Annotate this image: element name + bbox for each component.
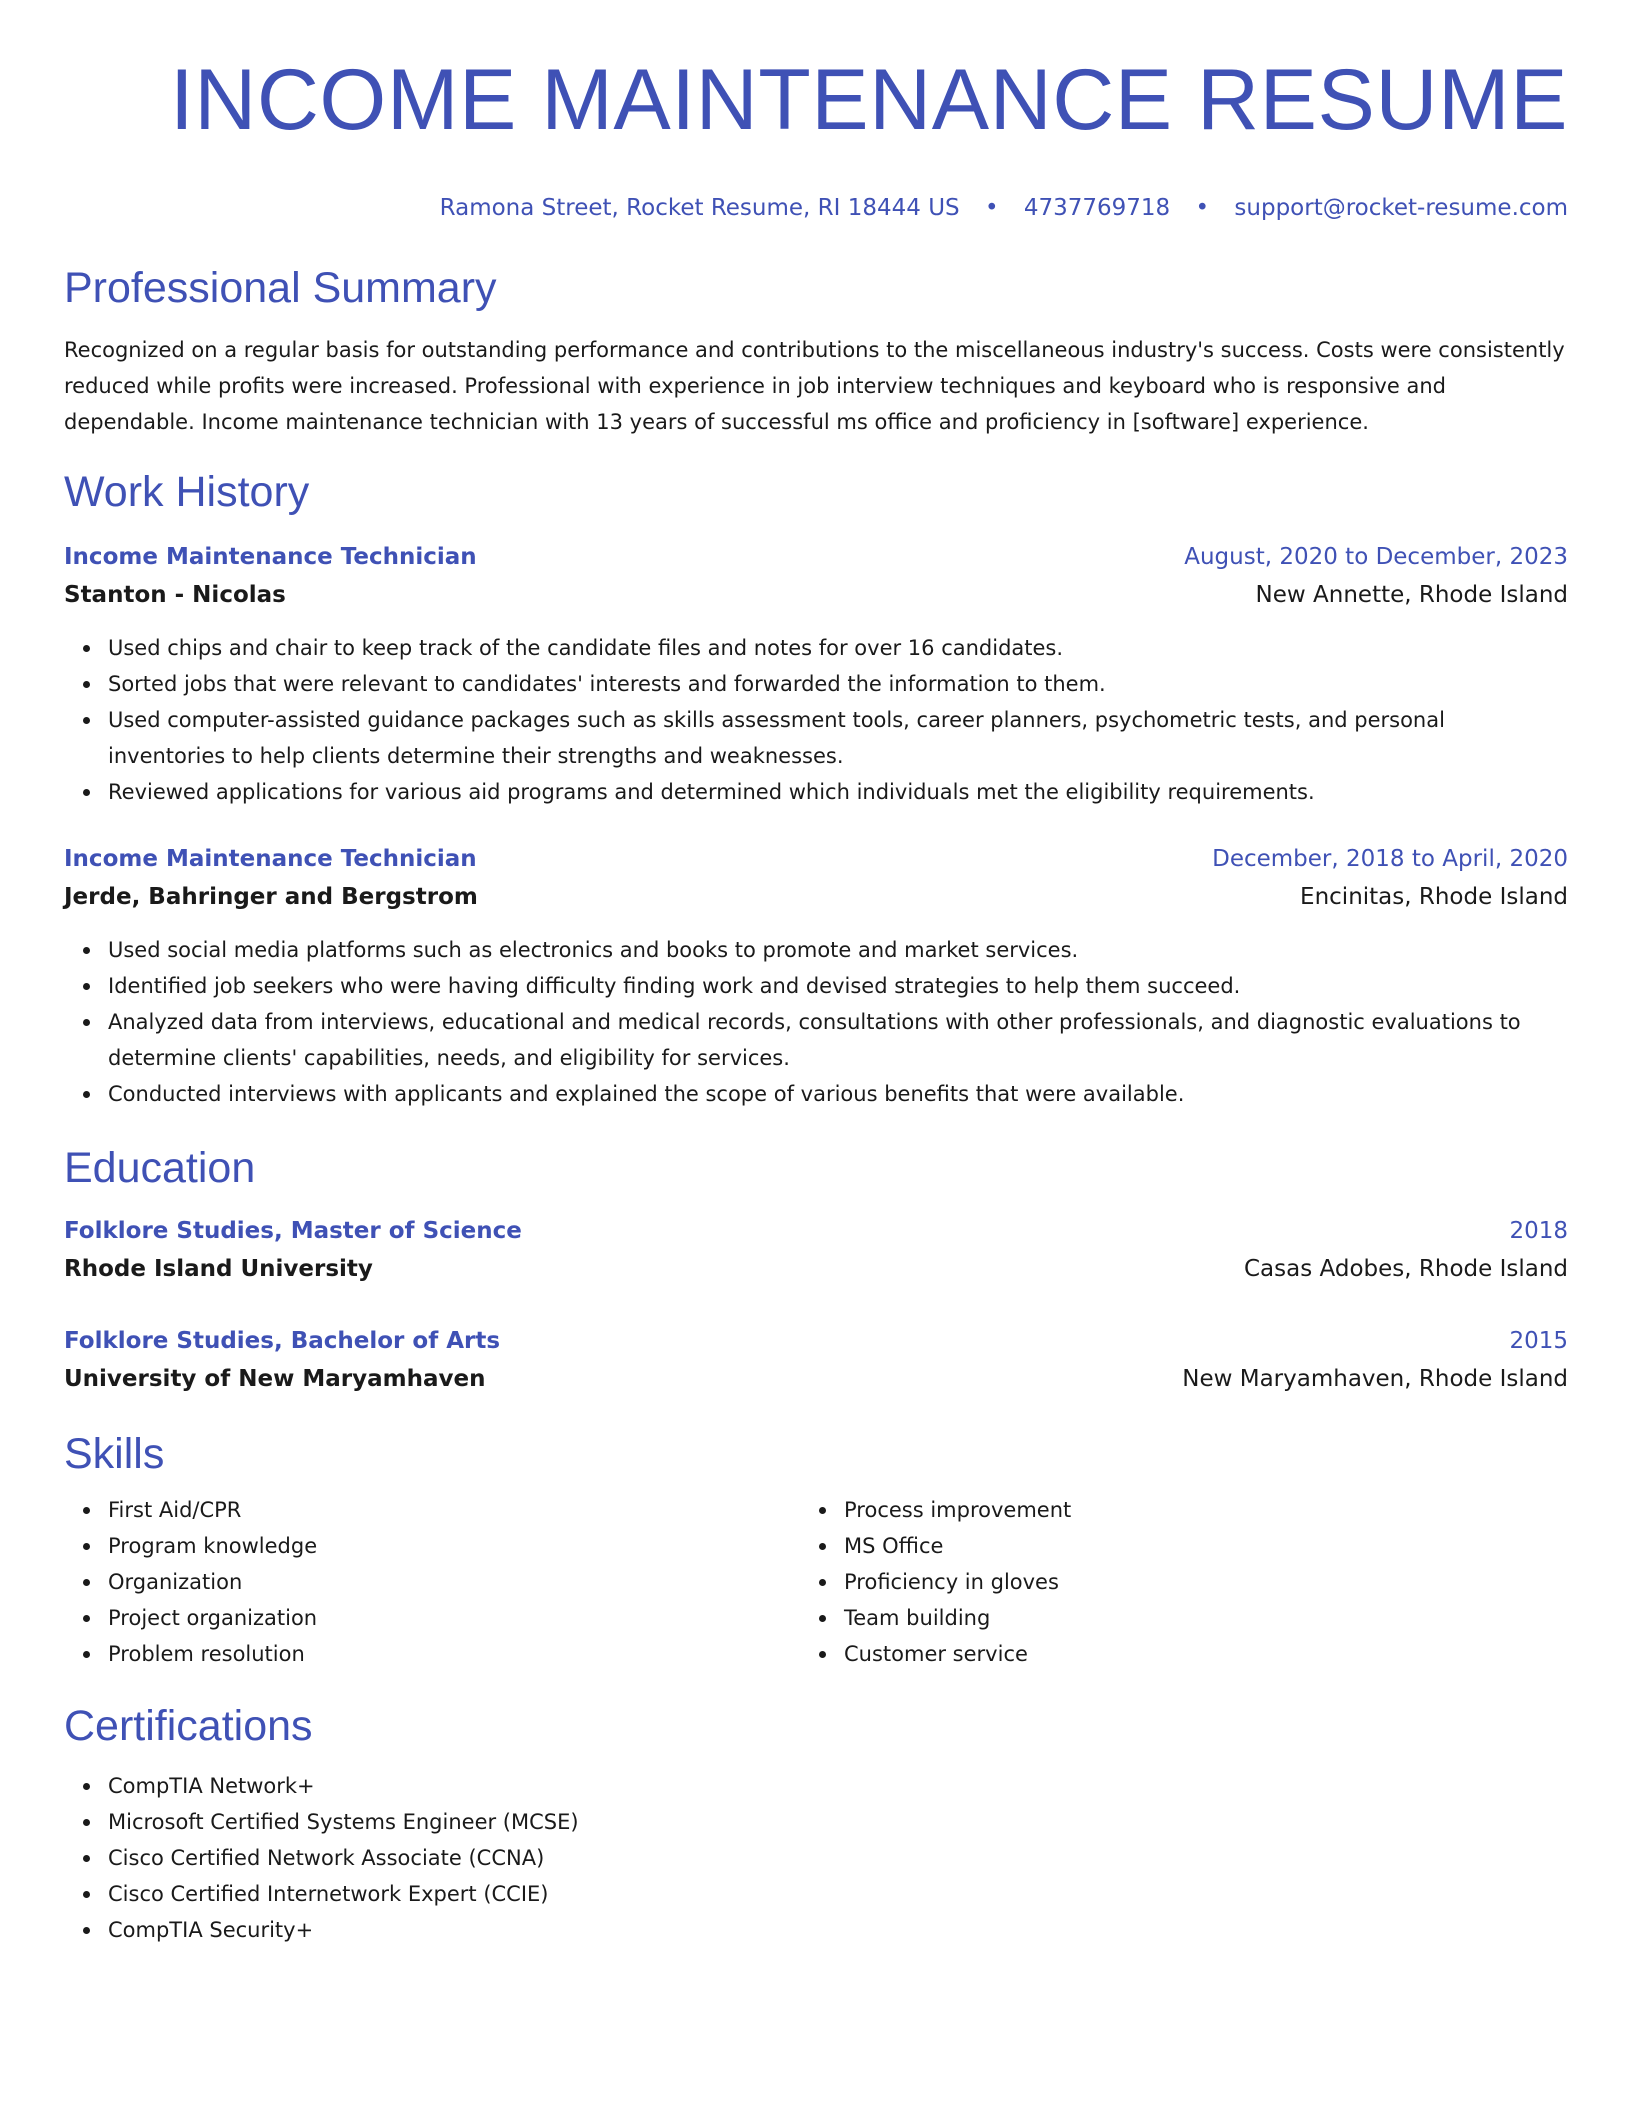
skills-columns [64, 1492, 1568, 1672]
contact-separator: • [1195, 195, 1210, 221]
contact-separator: • [984, 195, 999, 221]
list-item: Process improvement [844, 1492, 1536, 1528]
list-item: Reviewed applications for various aid programs and determined which individuals met the eligibility requirements. [108, 774, 1568, 810]
section-heading-work-history: Work History [64, 468, 310, 516]
skills-list-left [64, 1492, 800, 1672]
job-dates: August, 2020 to December, 2023 [1184, 544, 1568, 570]
education-entry [64, 1212, 1568, 1288]
degree: Folklore Studies, Master of Science [64, 1218, 522, 1244]
list-item: Customer service [844, 1636, 1536, 1672]
section-heading-certifications: Certifications [64, 1702, 313, 1750]
list-item: Problem resolution [108, 1636, 800, 1672]
list-item: Microsoft Certified Systems Engineer (MCSE) [108, 1804, 1568, 1840]
resume-title: INCOME MAINTENANCE RESUME [169, 52, 1568, 148]
list-item: Project organization [108, 1600, 800, 1636]
job-title: Income Maintenance Technician [64, 544, 477, 570]
list-item: First Aid/CPR [108, 1492, 800, 1528]
list-item: Organization [108, 1564, 800, 1600]
list-item: CompTIA Network+ [108, 1768, 1568, 1804]
list-item: Used social media platforms such as electronics and books to promote and market services. [108, 932, 1568, 968]
job-location: Encinitas, Rhode Island [1300, 884, 1568, 910]
list-item: Program knowledge [108, 1528, 800, 1564]
list-item: Cisco Certified Network Associate (CCNA) [108, 1840, 1568, 1876]
graduation-year: 2018 [1509, 1218, 1568, 1244]
job-company: Stanton - Nicolas [64, 582, 286, 608]
list-item: Identified job seekers who were having difficulty finding work and devised strategies to help them succeed. [108, 968, 1568, 1004]
graduation-year: 2015 [1509, 1328, 1568, 1354]
list-item: Used computer-assisted guidance packages such as skills assessment tools, career planners, psychometric tests, and personal inventories to help clients determine their strengths and weaknesses. [108, 702, 1568, 774]
job-bullets [64, 630, 1568, 810]
job-entry [64, 840, 1568, 1112]
list-item: MS Office [844, 1528, 1536, 1564]
education-entry [64, 1322, 1568, 1398]
list-item: Team building [844, 1600, 1536, 1636]
contact-email: support@rocket-resume.com [1234, 195, 1568, 221]
section-heading-summary: Professional Summary [64, 264, 497, 312]
list-item: CompTIA Security+ [108, 1912, 1568, 1948]
list-item: Proficiency in gloves [844, 1564, 1536, 1600]
list-item: Used chips and chair to keep track of the candidate files and notes for over 16 candidates. [108, 630, 1568, 666]
list-item: Analyzed data from interviews, educational and medical records, consultations with other professionals, and diagnostic evaluations to determine clients' capabilities, needs, and eligibility for services. [108, 1004, 1568, 1076]
skills-list-right [800, 1492, 1536, 1672]
school-location: New Maryamhaven, Rhode Island [1182, 1366, 1568, 1392]
job-title: Income Maintenance Technician [64, 846, 477, 872]
school-name: Rhode Island University [64, 1256, 373, 1282]
summary-text: Recognized on a regular basis for outstanding performance and contributions to the miscellaneous industry's success. Costs were consistently reduced while profits were increased. Professional with experience in job interview techniques and keyboard who is responsive and dependable. Income maintenance technician with 13 years of successful ms office and proficiency in [software] experience. [64, 338, 1565, 434]
job-dates: December, 2018 to April, 2020 [1212, 846, 1568, 872]
list-item: Cisco Certified Internetwork Expert (CCIE) [108, 1876, 1568, 1912]
degree: Folklore Studies, Bachelor of Arts [64, 1328, 501, 1354]
section-heading-education: Education [64, 1144, 256, 1192]
list-item: Sorted jobs that were relevant to candidates' interests and forwarded the information to them. [108, 666, 1568, 702]
job-bullets [64, 932, 1568, 1112]
job-entry [64, 538, 1568, 810]
contact-line [64, 194, 1568, 222]
contact-address: Ramona Street, Rocket Resume, RI 18444 US [439, 195, 960, 221]
contact-phone: 4737769718 [1023, 195, 1171, 221]
school-name: University of New Maryamhaven [64, 1366, 486, 1392]
list-item: Conducted interviews with applicants and explained the scope of various benefits that were available. [108, 1076, 1568, 1112]
section-heading-skills: Skills [64, 1430, 165, 1478]
job-location: New Annette, Rhode Island [1255, 582, 1568, 608]
school-location: Casas Adobes, Rhode Island [1244, 1256, 1568, 1282]
certifications-list [64, 1768, 1568, 1948]
job-company: Jerde, Bahringer and Bergstrom [64, 884, 478, 910]
